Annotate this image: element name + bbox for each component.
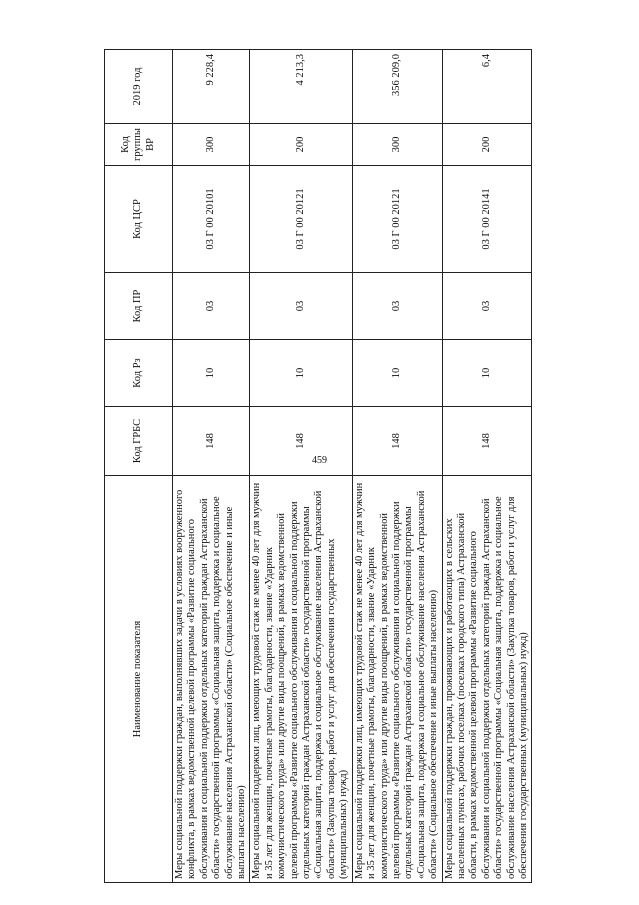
row-rz: 10 — [352, 340, 442, 407]
row-name: Меры социальной поддержки лиц, имеющих трудовой стаж не менее 40 лет для мужчин и 35 лет для женщин, почетные грамоты, благодарности, звание «Ударник коммунистического труда» или другие виды поощрений, в рамках ведомственной целевой программы «Развитие социального обслуживания и социальной поддержки отдельных категорий граждан Астраханской области» государственной программы «Социальная защита, поддержка и социальное обслуживание населения Астраханской области» (Социальное обеспечение и иные выплаты населению) — [352, 476, 442, 883]
header-year: 2019 год — [105, 50, 173, 124]
header-csr: Код ЦСР — [105, 166, 173, 273]
row-vr: 200 — [442, 124, 532, 166]
row-csr: 03 Г 00 20121 — [352, 166, 442, 273]
row-grbs: 148 — [352, 407, 442, 476]
row-name: Меры социальной поддержки граждан, проживающих и работающих в сельских населенных пунктах, рабочих поселках (поселках городского типа) Астраханской области, в рамках ведомственной целевой программы «Развитие социального обслуживания и социальной поддержки отдельных категорий граждан Астраханской области» государственной программы «Социальная защита, поддержка и социальное обслуживание населения Астраханской области» (Закупка товаров, работ и услуг для обеспечения государственных (муниципальных) нужд) — [442, 476, 532, 883]
row-year: 9 228,4 — [173, 50, 250, 124]
row-name: Меры социальной поддержки граждан, выполнявших задачи в условиях вооруженного конфликта, в рамках ведомственной целевой программы «Развитие социального обслуживания и социальной поддержки отдельных категорий граждан Астраханской области» государственной программы «Социальная защита, поддержка и социальное обслуживание населения Астраханской области» (Социальное обеспечение и иные выплаты населению) — [173, 476, 250, 883]
table-row — [250, 50, 352, 883]
header-pr: Код ПР — [105, 273, 173, 340]
row-grbs: 148 — [442, 407, 532, 476]
row-pr: 03 — [250, 273, 352, 340]
row-vr: 300 — [352, 124, 442, 166]
row-pr: 03 — [442, 273, 532, 340]
row-year: 6,4 — [442, 50, 532, 124]
table-header-row — [105, 50, 173, 883]
table-row — [442, 50, 532, 883]
row-name: Меры социальной поддержки лиц, имеющих трудовой стаж не менее 40 лет для мужчин и 35 лет для женщин, почетные грамоты, благодарности, звание «Ударник коммунистического труда» или другие виды поощрений, в рамках ведомственной целевой программы «Развитие социального обслуживания и социальной поддержки отдельных категорий граждан Астраханской области» государственной программы «Социальная защита, поддержка и социальное обслуживание населения Астраханской области» (Закупка товаров, работ и услуг для обеспечения государственных (муниципальных) нужд) — [250, 476, 352, 883]
row-vr: 300 — [173, 124, 250, 166]
table-row — [173, 50, 250, 883]
row-pr: 03 — [352, 273, 442, 340]
row-pr: 03 — [173, 273, 250, 340]
page-number: 459 — [312, 455, 327, 466]
header-rz: Код Рз — [105, 340, 173, 407]
row-rz: 10 — [442, 340, 532, 407]
table-row — [352, 50, 442, 883]
row-grbs: 148 — [173, 407, 250, 476]
budget-table-rotated — [104, 50, 529, 883]
header-vr: Код группы ВР — [105, 124, 173, 166]
row-csr: 03 Г 00 20101 — [173, 166, 250, 273]
row-vr: 200 — [250, 124, 352, 166]
row-year: 356 209,0 — [352, 50, 442, 124]
row-rz: 10 — [173, 340, 250, 407]
row-grbs: 148 — [250, 407, 352, 476]
header-grbs: Код ГРБС — [105, 407, 173, 476]
row-rz: 10 — [250, 340, 352, 407]
row-csr: 03 Г 00 20121 — [250, 166, 352, 273]
header-name: Наименование показателя — [105, 476, 173, 883]
row-year: 4 213,3 — [250, 50, 352, 124]
budget-table — [104, 49, 532, 883]
row-csr: 03 Г 00 20141 — [442, 166, 532, 273]
